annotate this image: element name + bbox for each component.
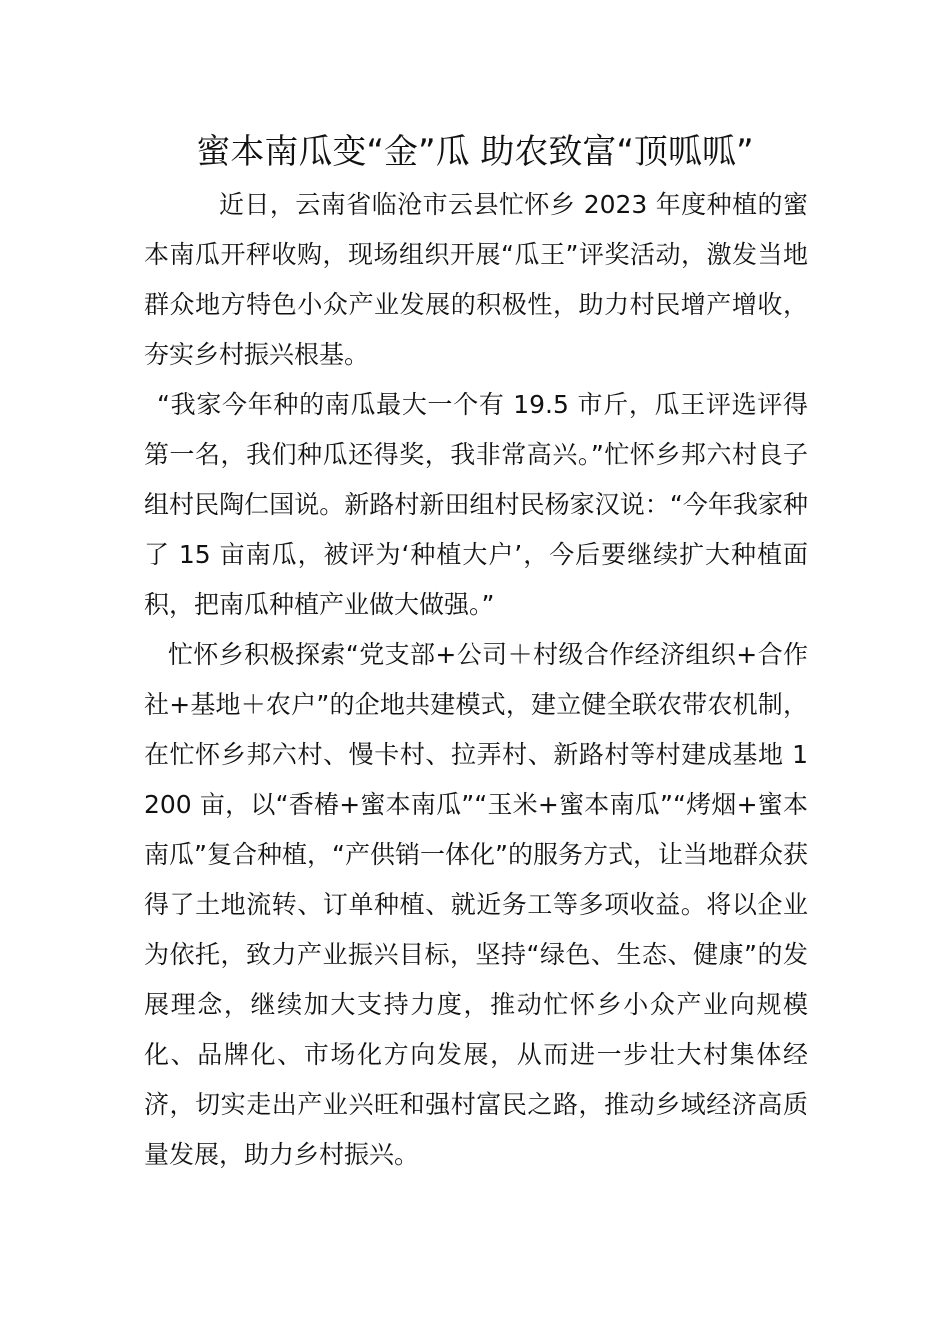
document-body [144,180,808,1180]
paragraph-3: 忙怀乡积极探索“党支部+公司＋村级合作经济组织+合作社+基地＋农户”的企地共建模式，建立健全联农带农机制，在忙怀乡邦六村、慢卡村、拉弄村、新路村等村建成基地 1200 亩，以“香椿+蜜本南瓜”“玉米+蜜本南瓜”“烤烟+蜜本南瓜”复合种植，“产供销一体化”的服务方式，让当地群众获得了土地流转、订单种植、就近务工等多项收益。将以企业为依托，致力产业振兴目标，坚持“绿色、生态、健康”的发展理念，继续加大支持力度，推动忙怀乡小众产业向规模化、品牌化、市场化方向发展，从而进一步壮大村集体经济，切实走出产业兴旺和强村富民之路，推动乡域经济高质量发展，助力乡村振兴。 [144,640,808,1169]
paragraph-2: “我家今年种的南瓜最大一个有 19.5 市斤，瓜王评选评得第一名，我们种瓜还得奖，我非常高兴。”忙怀乡邦六村良子组村民陶仁国说。新路村新田组村民杨家汉说：“今年我家种了 15 亩南瓜，被评为‘种植大户’，今后要继续扩大种植面积，把南瓜种植产业做大做强。” [144,390,808,619]
document-title: 蜜本南瓜变“金”瓜 助农致富“顶呱呱” [196,132,754,172]
paragraph-1: 近日，云南省临沧市云县忙怀乡 2023 年度种植的蜜本南瓜开秤收购，现场组织开展“瓜王”评奖活动，激发当地群众地方特色小众产业发展的积极性，助力村民增产增收，夯实乡村振兴根基。 [144,190,808,369]
